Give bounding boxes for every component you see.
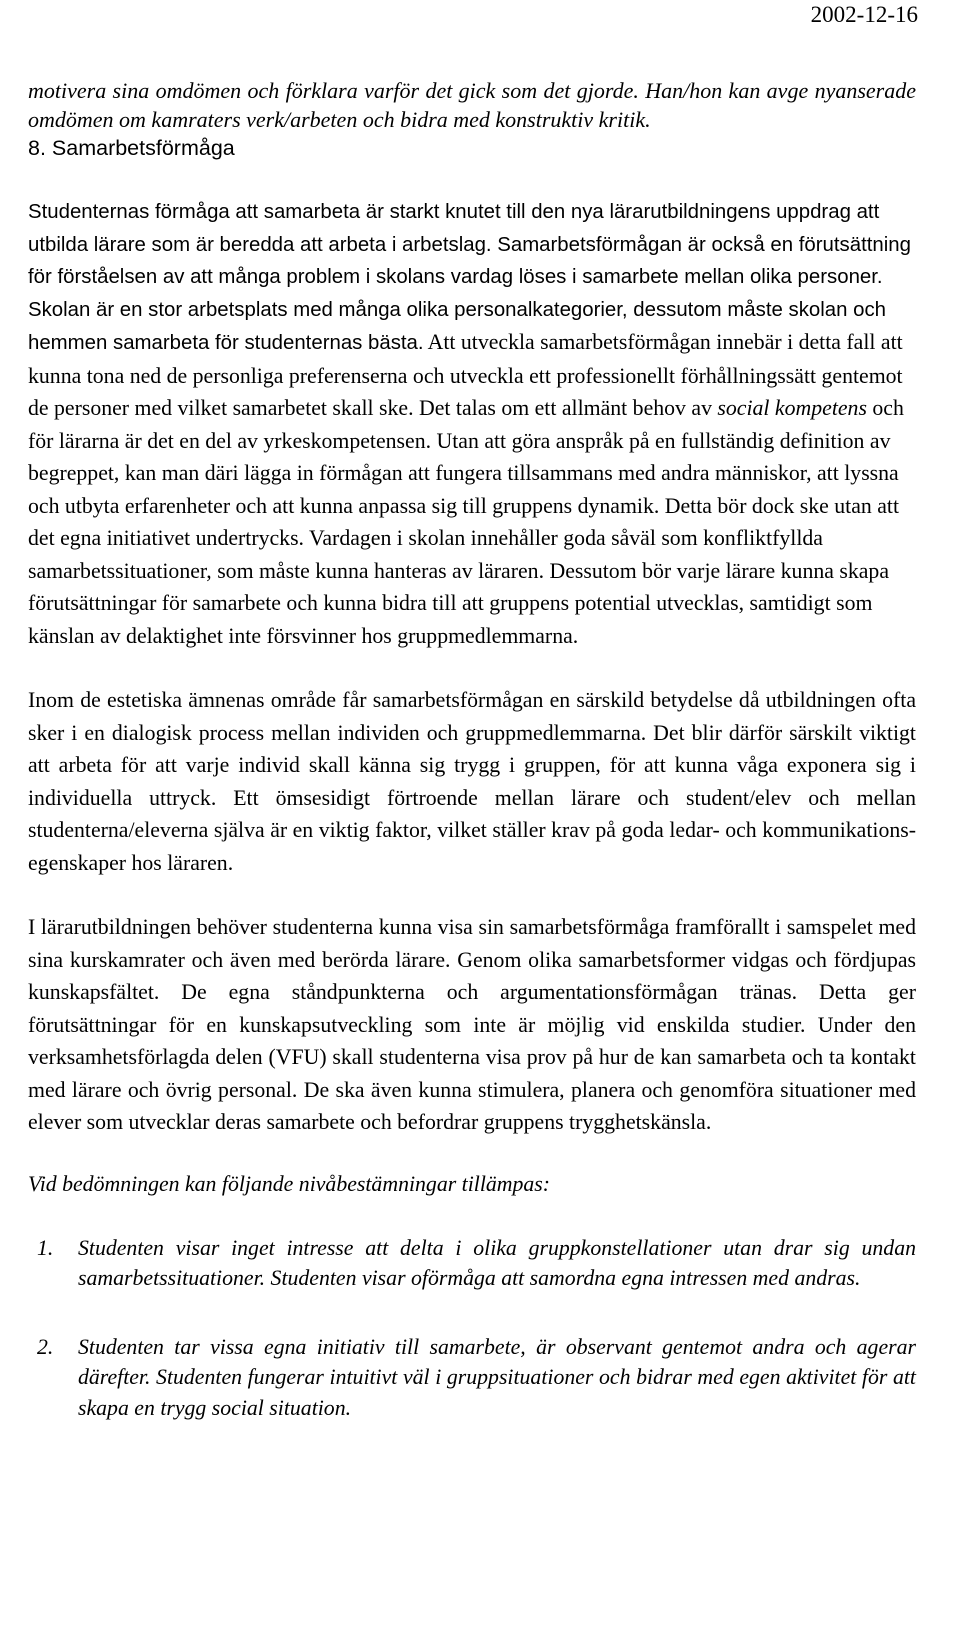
level-number: 2. bbox=[37, 1334, 54, 1359]
page-date: 2002-12-16 bbox=[810, 2, 918, 27]
section-heading: 8. Samarbetsförmåga bbox=[28, 136, 235, 160]
paragraph-aesthetic-subjects: Inom de estetiska ämnenas område får samarbetsförmågan en särskild betydelse då utbildningen ofta sker i en dialogisk process mellan individen och gruppmedlemmarna. Det blir därför särskilt viktigt att arbeta för att varje individ skall känna sig trygg i gruppen, för att kunna våga exponera sig i individuella uttryck. Ett ömsesidigt förtroende mellan lärare och student/elev och mellan studenterna/eleverna själva är en viktig faktor, vilket ställer krav på goda ledar- och kommunikations-egenskaper hos läraren. bbox=[28, 688, 916, 875]
assessment-levels-list bbox=[28, 1233, 916, 1424]
document-body bbox=[28, 76, 916, 1423]
paragraph-collaboration-part-b: Att utveckla samarbetsförmågan innebär i detta fall att kunna tona ned de personliga preferenserna och utveckla ett professionellt förhållningssätt gentemot de personer med vilket samarbetet skall ske. Det talas om ett allmänt behov av bbox=[28, 330, 903, 420]
assessment-level-item bbox=[28, 1332, 916, 1424]
assessment-intro: Vid bedömningen kan följande nivåbestämningar tillämpas: bbox=[28, 1171, 551, 1196]
level-number: 1. bbox=[37, 1235, 54, 1260]
paragraph-collaboration-part-c: och för lärarna är det en del av yrkeskompetensen. Utan att göra anspråk på en fullständig definition av begreppet, kan man däri lägga in förmågan att fungera tillsammans med andra människor, att lyssna och utbyta erfarenheter och att kunna anpassa sig till gruppens dynamik. Detta bör dock ske utan att det egna initiativet undertrycks. Vardagen i skolan innehåller goda såväl som konfliktfyllda samarbetssituationer, som måste kunna hanteras av läraren. Dessutom bör varje lärare kunna skapa förutsättningar för samarbete och kunna bidra till att gruppens potential utvecklas, samtidigt som känslan av delaktighet inte försvinner hos gruppmedlemmarna. bbox=[28, 396, 904, 648]
level-text: Studenten visar inget intresse att delta i olika gruppkonstellationer utan drar sig undan samarbetssituationer. Studenten visar oförmåga att samordna egna intressen med andras. bbox=[78, 1235, 916, 1290]
intro-paragraph: motivera sina omdömen och förklara varför det gick som det gjorde. Han/hon kan avge nyanserade omdömen om kamraters verk/arbeten och bidra med konstruktiv kritik. bbox=[28, 78, 916, 132]
paragraph-collaboration-part-a: Studenternas förmåga att samarbeta är starkt knutet till den nya lärarutbildningens uppdrag att utbilda lärare som är beredda att arbeta i arbetslag. Samarbetsförmågan är också en förutsättning för förståelsen av att många problem i skolans vardag löses i samarbete mellan olika personer. Skolan är en stor arbetsplats med många olika personalkategorier, dessutom måste skolan och hemmen samarbeta för studenternas bästa. bbox=[28, 201, 911, 354]
assessment-level-item bbox=[28, 1233, 916, 1294]
paragraph-teacher-education: I lärarutbildningen behöver studenterna kunna visa sin samarbetsförmåga framförallt i samspelet med sina kurskamrater och även med berörda lärare. Genom olika samarbetsformer vidgas och fördjupas kunskapsfältet. De egna ståndpunkterna och argumentationsförmågan tränas. Detta ger förutsättningar för en kunskapsutveckling som inte är möjlig vid enskilda studier. Under den verksamhetsförlagda delen (VFU) skall studenterna visa prov på hur de kan samarbeta och ta kontakt med lärare och övrig personal. De ska även kunna stimulera, planera och genomföra situationer med elever som utvecklar deras samarbete och befordrar gruppens trygghetskänsla. bbox=[28, 915, 916, 1134]
social-competence-term: social kompetens bbox=[717, 396, 867, 420]
level-text: Studenten tar vissa egna initiativ till samarbete, är observant gentemot andra och agerar därefter. Studenten fungerar intuitivt väl i gruppsituationer och bidrar med egen aktivitet för att skapa en trygg social situation. bbox=[78, 1334, 916, 1420]
paragraph-collaboration-continued bbox=[28, 330, 904, 648]
